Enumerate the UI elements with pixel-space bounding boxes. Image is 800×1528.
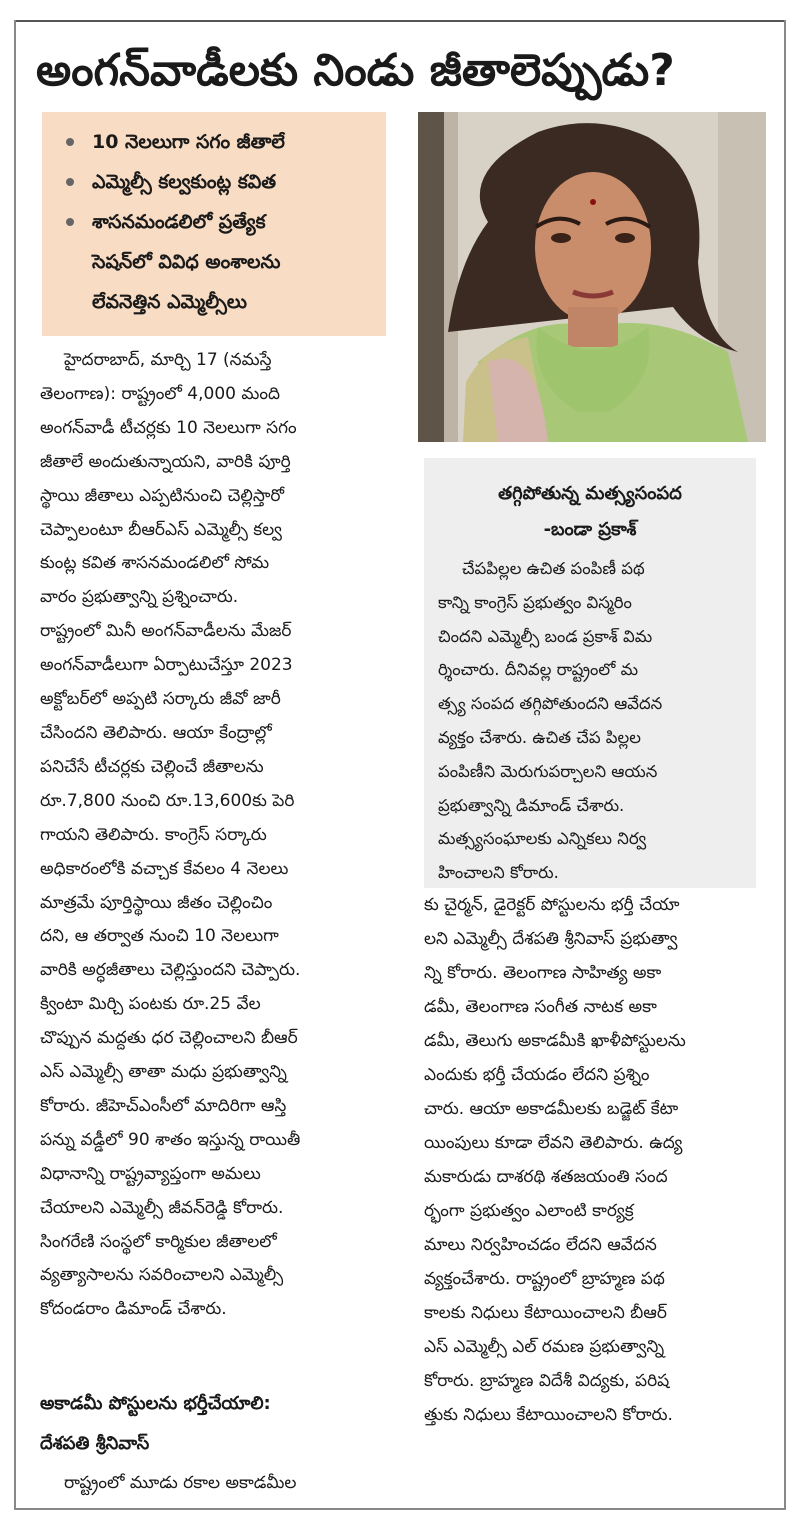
article-line: ఎస్‌ ఎమ్మెల్సీ ఎల్‌ రమణ ప్రభుత్వాన్ని xyxy=(424,1337,665,1357)
frame-border-right xyxy=(784,20,786,1510)
article-line: ఎస్‌ ఎమ్మెల్సీ తాతా మధు ప్రభుత్వాన్ని xyxy=(40,1062,287,1083)
sidebar-byline: -బండా ప్రకాశ్‌ xyxy=(543,519,637,540)
sidebar-line: వ్యక్తం చేశారు. ఉచిత చేప పిల్లల xyxy=(438,727,641,747)
article-line: స్థాయి జీతాలు ఎప్పటినుంచి చెల్లిస్తారో xyxy=(40,485,285,506)
portrait-photo xyxy=(418,112,766,442)
sidebar-line: మత్స్యసంఘాలకు ఎన్నికలు నిర్వ xyxy=(438,829,647,849)
article-line: వారం ప్రభుత్వాన్ని ప్రశ్నించారు. xyxy=(40,587,239,608)
academy-article-start xyxy=(40,1466,390,1500)
bullet-icon xyxy=(66,178,74,186)
article-line: జీతాలే అందుతున్నాయని, వారికి పూర్తి xyxy=(40,451,291,472)
article-line: పనిచేసే టీచర్లకు చెల్లించే జీతాలను xyxy=(40,756,264,777)
article-line: రూ.7,800 నుంచి రూ.13,600కు పెరి xyxy=(40,790,295,811)
article-line: హైదరాబాద్‌, మార్చి 17 (నమస్తే xyxy=(64,350,272,370)
article-line: త్తుకు నిధులు కేటాయించాలని కోరారు. xyxy=(424,1405,673,1425)
article-line: మకారుడు దాశరథి శతజయంతి సంద xyxy=(424,1167,668,1187)
highlight-item-continuation: సెషన్‌లో వివిధ అంశాలను xyxy=(92,251,281,273)
article-line: కోరారు. బ్రాహ్మణ విదేశీ విద్యకు, పరిష xyxy=(424,1371,670,1391)
article-line: వారికి అర్ధజీతాలు చెల్లిస్తుందని చెప్పారు. xyxy=(40,960,301,981)
article-line: కుంట్ల కవిత శాసనమండలిలో సోమ xyxy=(40,553,270,574)
highlight-item: 10 నెలలుగా సగం జీతాలే xyxy=(64,122,374,162)
article-line: చారు. ఆయా అకాడమీలకు బడ్జెట్‌ కేటా xyxy=(424,1099,679,1119)
sidebar-line: ర్శించారు. దీనివల్ల రాష్ట్రంలో మ xyxy=(438,660,639,680)
article-line: క్వింటా మిర్చి పంటకు రూ.25 వేల xyxy=(40,994,261,1015)
article-line: వ్యత్యాసాలను సవరించాలని ఎమ్మెల్సీ xyxy=(40,1265,284,1286)
article-line: కోరారు. జీహెచ్‌ఎంసీలో మాదిరిగా ఆస్తి xyxy=(40,1095,287,1116)
article-line: కు చైర్మన్‌, డైరెక్టర్‌ పోస్టులను భర్తీ చేయా xyxy=(424,895,680,915)
sidebar-body xyxy=(438,552,742,890)
fisheries-sidebar-box xyxy=(424,458,756,888)
article-line: చేసిందని తెలిపారు. ఆయా కేంద్రాల్లో xyxy=(40,722,272,743)
highlight-item: ఎమ్మెల్సీ కల్వకుంట్ల కవిత xyxy=(64,162,374,202)
article-line: డమీ, తెలుగు అకాడమీకి ఖాళీపోస్టులను xyxy=(424,1031,686,1051)
subheading-line: అకాడమీ పోస్టులను భర్తీచేయాలి: xyxy=(40,1393,271,1414)
sidebar-line: పంపిణీని మెరుగుపర్చాలని ఆయన xyxy=(438,761,658,781)
article-line: డమీ, తెలంగాణ సంగీత నాటక అకా xyxy=(424,997,657,1017)
article-line: చేయాలని ఎమ్మెల్సీ జీవన్‌రెడ్డి కోరారు. xyxy=(40,1197,284,1218)
sidebar-line: కాన్ని కాంగ్రెస్‌ ప్రభుత్వం విస్మరిం xyxy=(438,592,632,612)
article-line: అధికారంలోకి వచ్చాక కేవలం 4 నెలలు xyxy=(40,858,289,879)
article-line: రాష్ట్రంలో మూడు రకాల అకాడమీల xyxy=(64,1473,297,1493)
main-article-body xyxy=(40,344,390,1327)
article-line: న్ని కోరారు. తెలంగాణ సాహిత్య అకా xyxy=(424,963,662,983)
article-line: విధానాన్ని రాష్ట్రవ్యాప్తంగా అమలు xyxy=(40,1163,261,1184)
article-line: గాయని తెలిపారు. కాంగ్రెస్‌ సర్కారు xyxy=(40,824,267,845)
article-line: చొప్పున మద్దతు ధర చెల్లించాలని బీఆర్‌ xyxy=(40,1028,298,1049)
sidebar-line: ప్రభుత్వాన్ని డిమాండ్‌ చేశారు. xyxy=(438,795,625,815)
headline: అంగన్‌వాడీలకు నిండు జీతాలెప్పుడు? xyxy=(36,45,675,96)
academy-subheading xyxy=(40,1384,390,1464)
highlight-item-continuation: లేవనెత్తిన ఎమ్మెల్సీలు xyxy=(92,291,247,313)
article-line: అక్టోబర్‌లో అప్పటి సర్కారు జీవో జారీ xyxy=(40,689,281,710)
bullet-icon xyxy=(66,218,74,226)
article-line: మాత్రమే పూర్తిస్థాయి జీతం చెల్లించిం xyxy=(40,892,273,913)
bullet-icon xyxy=(66,138,74,146)
sidebar-line: హించాలని కోరారు. xyxy=(438,863,559,883)
article-line: వ్యక్తంచేశారు. రాష్ట్రంలో బ్రాహ్మణ పథ xyxy=(424,1269,665,1289)
sidebar-line: త్స్య సంపద తగ్గిపోతుందని ఆవేదన xyxy=(438,694,663,714)
article-line: లని ఎమ్మెల్సీ దేశపతి శ్రీనివాస్‌ ప్రభుత్వా xyxy=(424,929,678,949)
article-line: రాష్ట్రంలో మినీ అంగన్‌వాడీలను మేజర్‌ xyxy=(40,621,292,642)
sidebar-line: చేపపిల్లల ఉచిత పంపిణీ పథ xyxy=(462,559,645,578)
article-line: సింగరేణి సంస్థలో కార్మికుల జీతాలలో xyxy=(40,1231,277,1252)
frame-border-top xyxy=(14,20,786,22)
article-line: పన్ను వడ్డీలో 90 శాతం ఇస్తున్న రాయితీ xyxy=(40,1129,301,1150)
article-line: కాలకు నిధులు కేటాయించాలని బీఆర్‌ xyxy=(424,1303,667,1323)
sidebar-title: తగ్గిపోతున్న మత్స్యసంపద xyxy=(498,483,682,504)
highlight-item: శాసనమండలిలో ప్రత్యేక xyxy=(64,202,374,242)
article-line: మాలు నిర్వహించడం లేదని ఆవేదన xyxy=(424,1235,657,1255)
right-column-body xyxy=(424,888,760,1432)
article-line: ర్భంగా ప్రభుత్వం ఎలాంటి కార్యక్ర xyxy=(424,1201,634,1221)
frame-border-bottom xyxy=(14,1508,786,1510)
highlights-box xyxy=(42,112,386,336)
portrait-image xyxy=(418,112,766,442)
frame-border-left xyxy=(14,20,16,1510)
article-line: అంగన్‌వాడీలుగా ఏర్పాటుచేస్తూ 2023 xyxy=(40,655,293,676)
subheading-line: దేశపతి శ్రీనివాస్‌ xyxy=(40,1433,150,1454)
article-line: చెప్పాలంటూ బీఆర్‌ఎస్‌ ఎమ్మెల్సీ కల్వ xyxy=(40,519,282,540)
article-line: యింపులు కూడా లేవని తెలిపారు. ఉద్య xyxy=(424,1133,683,1153)
article-line: కోదండరాం డిమాండ్‌ చేశారు. xyxy=(40,1299,227,1320)
sidebar-line: చిందని ఎమ్మెల్సీ బండ ప్రకాశ్‌ విమ xyxy=(438,626,653,646)
article-line: దని, ఆ తర్వాత నుంచి 10 నెలలుగా xyxy=(40,926,279,947)
article-line: తెలంగాణ): రాష్ట్రంలో 4,000 మంది xyxy=(40,383,280,404)
article-line: ఎందుకు భర్తీ చేయడం లేదని ప్రశ్నిం xyxy=(424,1065,650,1085)
article-line: అంగన్‌వాడీ టీచర్లకు 10 నెలలుగా సగం xyxy=(40,417,297,438)
